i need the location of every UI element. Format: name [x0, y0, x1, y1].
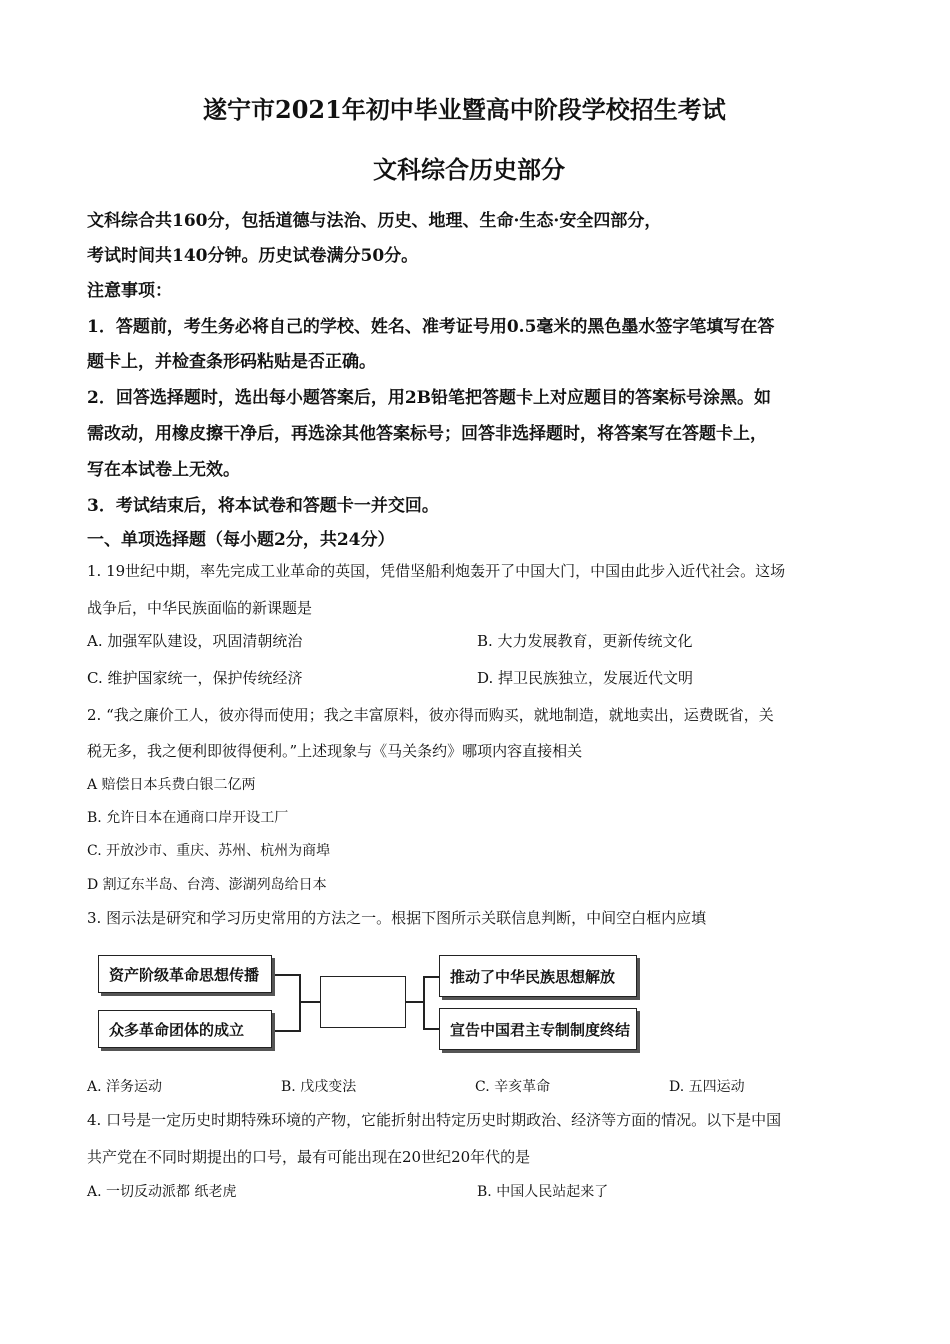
question-2-option-d: D 割辽东半岛、台湾、澎湖列岛给日本 — [87, 877, 327, 893]
question-3-option-a: A. 洋务运动 — [87, 1079, 163, 1095]
diagram-blank-center-box — [320, 976, 406, 1028]
connector-line — [299, 1001, 320, 1003]
notice-item-2-line-1: 2．回答选择题时，选出每小题答案后，用2B铅笔把答题卡上对应题目的答案标号涂黑。如 — [87, 388, 772, 408]
notice-item-3: 3．考试结束后，将本试卷和答题卡一并交回。 — [87, 496, 439, 516]
question-1-option-c: C. 维护国家统一，保护传统经济 — [87, 669, 303, 687]
connector-line — [299, 974, 301, 1032]
question-4-option-b: B. 中国人民站起来了 — [477, 1184, 609, 1200]
connector-line — [423, 1028, 439, 1030]
exam-title: 遂宁市2021年初中毕业暨高中阶段学校招生考试 — [203, 95, 726, 124]
connector-line — [275, 974, 300, 976]
diagram-box-right-bottom: 宣告中国君主专制制度终结 — [439, 1008, 637, 1050]
question-3-option-d: D. 五四运动 — [669, 1079, 745, 1095]
question-3-option-b: B. 戊戌变法 — [281, 1079, 357, 1095]
intro-line-1: 文科综合共160分，包括道德与法治、历史、地理、生命·生态·安全四部分， — [87, 211, 662, 231]
diagram-box-right-top: 推动了中华民族思想解放 — [439, 955, 637, 997]
diagram-box-left-top: 资产阶级革命思想传播 — [98, 955, 272, 993]
notice-item-2-line-2: 需改动，用橡皮擦干净后，再选涂其他答案标号；回答非选择题时，将答案写在答题卡上， — [87, 424, 767, 444]
question-3-option-c: C. 辛亥革命 — [475, 1079, 551, 1095]
question-1-option-a: A. 加强军队建设，巩固清朝统治 — [87, 632, 303, 650]
connector-line — [423, 976, 439, 978]
notice-item-1-line-2: 题卡上，并检查条形码粘贴是否正确。 — [87, 352, 376, 372]
section-1-heading: 一、单项选择题（每小题2分，共24分） — [87, 530, 395, 550]
question-4-stem-line-1: 4. 口号是一定历史时期特殊环境的产物，它能折射出特定历史时期政治、经济等方面的情况。以下是中国 — [87, 1111, 782, 1129]
connector-line — [406, 1001, 424, 1003]
connector-line — [275, 1030, 300, 1032]
question-1-option-d: D. 捍卫民族独立，发展近代文明 — [477, 669, 694, 687]
question-2-stem-line-2: 税无多，我之便利即彼得便利。”上述现象与《马关条约》哪项内容直接相关 — [87, 742, 583, 760]
question-1-stem-line-2: 战争后，中华民族面临的新课题是 — [87, 599, 313, 617]
notice-heading: 注意事项： — [87, 281, 172, 301]
diagram-box-left-bottom: 众多革命团体的成立 — [98, 1010, 272, 1048]
question-4-stem-line-2: 共产党在不同时期提出的口号，最有可能出现在20世纪20年代的是 — [87, 1148, 531, 1166]
question-2-option-b: B. 允许日本在通商口岸开设工厂 — [87, 810, 289, 826]
notice-item-1-line-1: 1．答题前，考生务必将自己的学校、姓名、准考证号用0.5毫米的黑色墨水签字笔填写在答 — [87, 317, 775, 337]
question-2-option-a: A 赔偿日本兵费白银二亿两 — [87, 777, 256, 793]
question-2-stem-line-1: 2. “我之廉价工人，彼亦得而使用；我之丰富原料，彼亦得而购买，就地制造，就地卖出，运费既省，关 — [87, 706, 774, 724]
exam-subtitle: 文科综合历史部分 — [373, 155, 565, 184]
intro-line-2: 考试时间共140分钟。历史试卷满分50分。 — [87, 246, 419, 266]
notice-item-2-line-3: 写在本试卷上无效。 — [87, 460, 240, 480]
question-1-option-b: B. 大力发展教育，更新传统文化 — [477, 632, 693, 650]
question-1-stem-line-1: 1. 19世纪中期，率先完成工业革命的英国，凭借坚船利炮轰开了中国大门，中国由此步入近代社会。这场 — [87, 562, 786, 580]
connector-line — [423, 976, 425, 1030]
question-4-option-a: A. 一切反动派都 纸老虎 — [87, 1184, 237, 1200]
question-2-option-c: C. 开放沙市、重庆、苏州、杭州为商埠 — [87, 843, 331, 859]
question-3-stem: 3. 图示法是研究和学习历史常用的方法之一。根据下图所示关联信息判断，中间空白框内应填 — [87, 909, 707, 927]
